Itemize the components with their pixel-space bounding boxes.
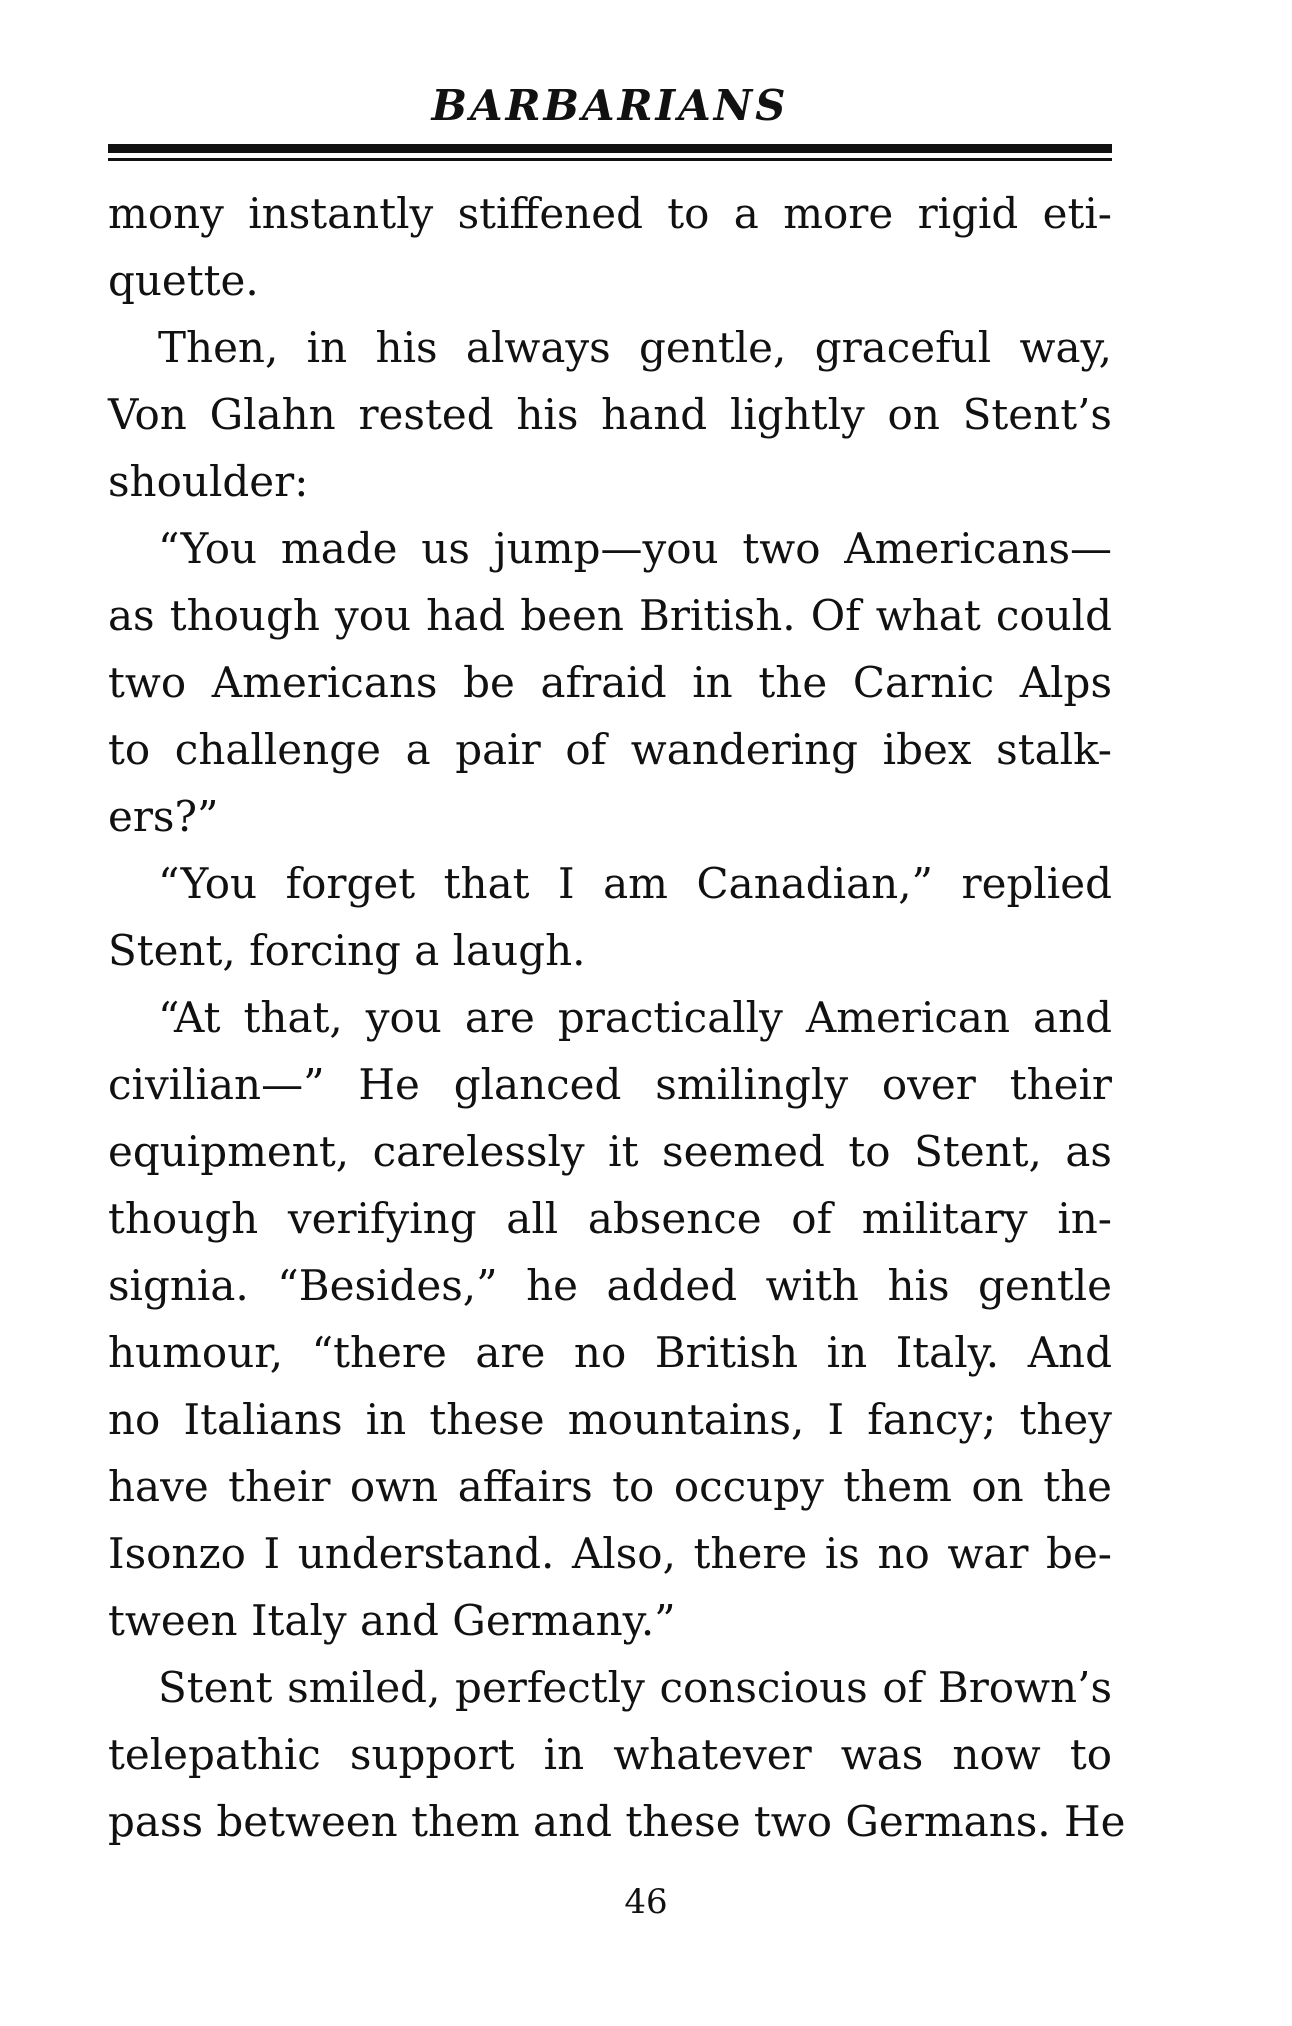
- text-line: have their own affairs to occupy them on the: [108, 1462, 1112, 1511]
- text-line: “At that, you are practically American and: [158, 993, 1112, 1042]
- text-line: pass between them and these two Germans. He: [108, 1797, 1126, 1846]
- text-line: Von Glahn rested his hand lightly on Stent’s: [108, 390, 1112, 439]
- text-line: Stent smiled, perfectly conscious of Brown’s: [158, 1663, 1112, 1712]
- text-line: signia. “Besides,” he added with his gentle: [108, 1261, 1112, 1310]
- text-line: equipment, carelessly it seemed to Stent, as: [108, 1127, 1112, 1176]
- text-line: quette.: [108, 256, 259, 305]
- text-line: Isonzo I understand. Also, there is no war be-: [108, 1529, 1112, 1578]
- text-line: ers?”: [108, 792, 219, 841]
- text-line: to challenge a pair of wandering ibex stalk-: [108, 725, 1112, 774]
- text-line: telepathic support in whatever was now to: [108, 1730, 1112, 1779]
- running-title: BARBARIANS: [431, 81, 789, 130]
- text-line: Stent, forcing a laugh.: [108, 926, 586, 975]
- text-line: though verifying all absence of military in-: [108, 1194, 1112, 1243]
- text-line: as though you had been British. Of what could: [108, 591, 1112, 640]
- text-line: Then, in his always gentle, graceful way,: [158, 323, 1112, 372]
- body-text: [108, 180, 1126, 1855]
- page-number: 46: [624, 1882, 668, 1922]
- text-line: two Americans be afraid in the Carnic Alps: [108, 658, 1112, 707]
- text-line: tween Italy and Germany.”: [108, 1596, 676, 1645]
- text-line: shoulder:: [108, 457, 309, 506]
- header-rule-thick: [108, 144, 1112, 153]
- text-line: no Italians in these mountains, I fancy; they: [108, 1395, 1112, 1444]
- text-line: mony instantly stiffened to a more rigid eti-: [108, 189, 1112, 238]
- text-line: humour, “there are no British in Italy. And: [108, 1328, 1112, 1377]
- text-line: “You forget that I am Canadian,” replied: [158, 859, 1112, 908]
- text-line: civilian—” He glanced smilingly over their: [108, 1060, 1112, 1109]
- header-rule-thin: [108, 158, 1112, 161]
- text-line: “You made us jump—you two Americans—: [158, 524, 1112, 573]
